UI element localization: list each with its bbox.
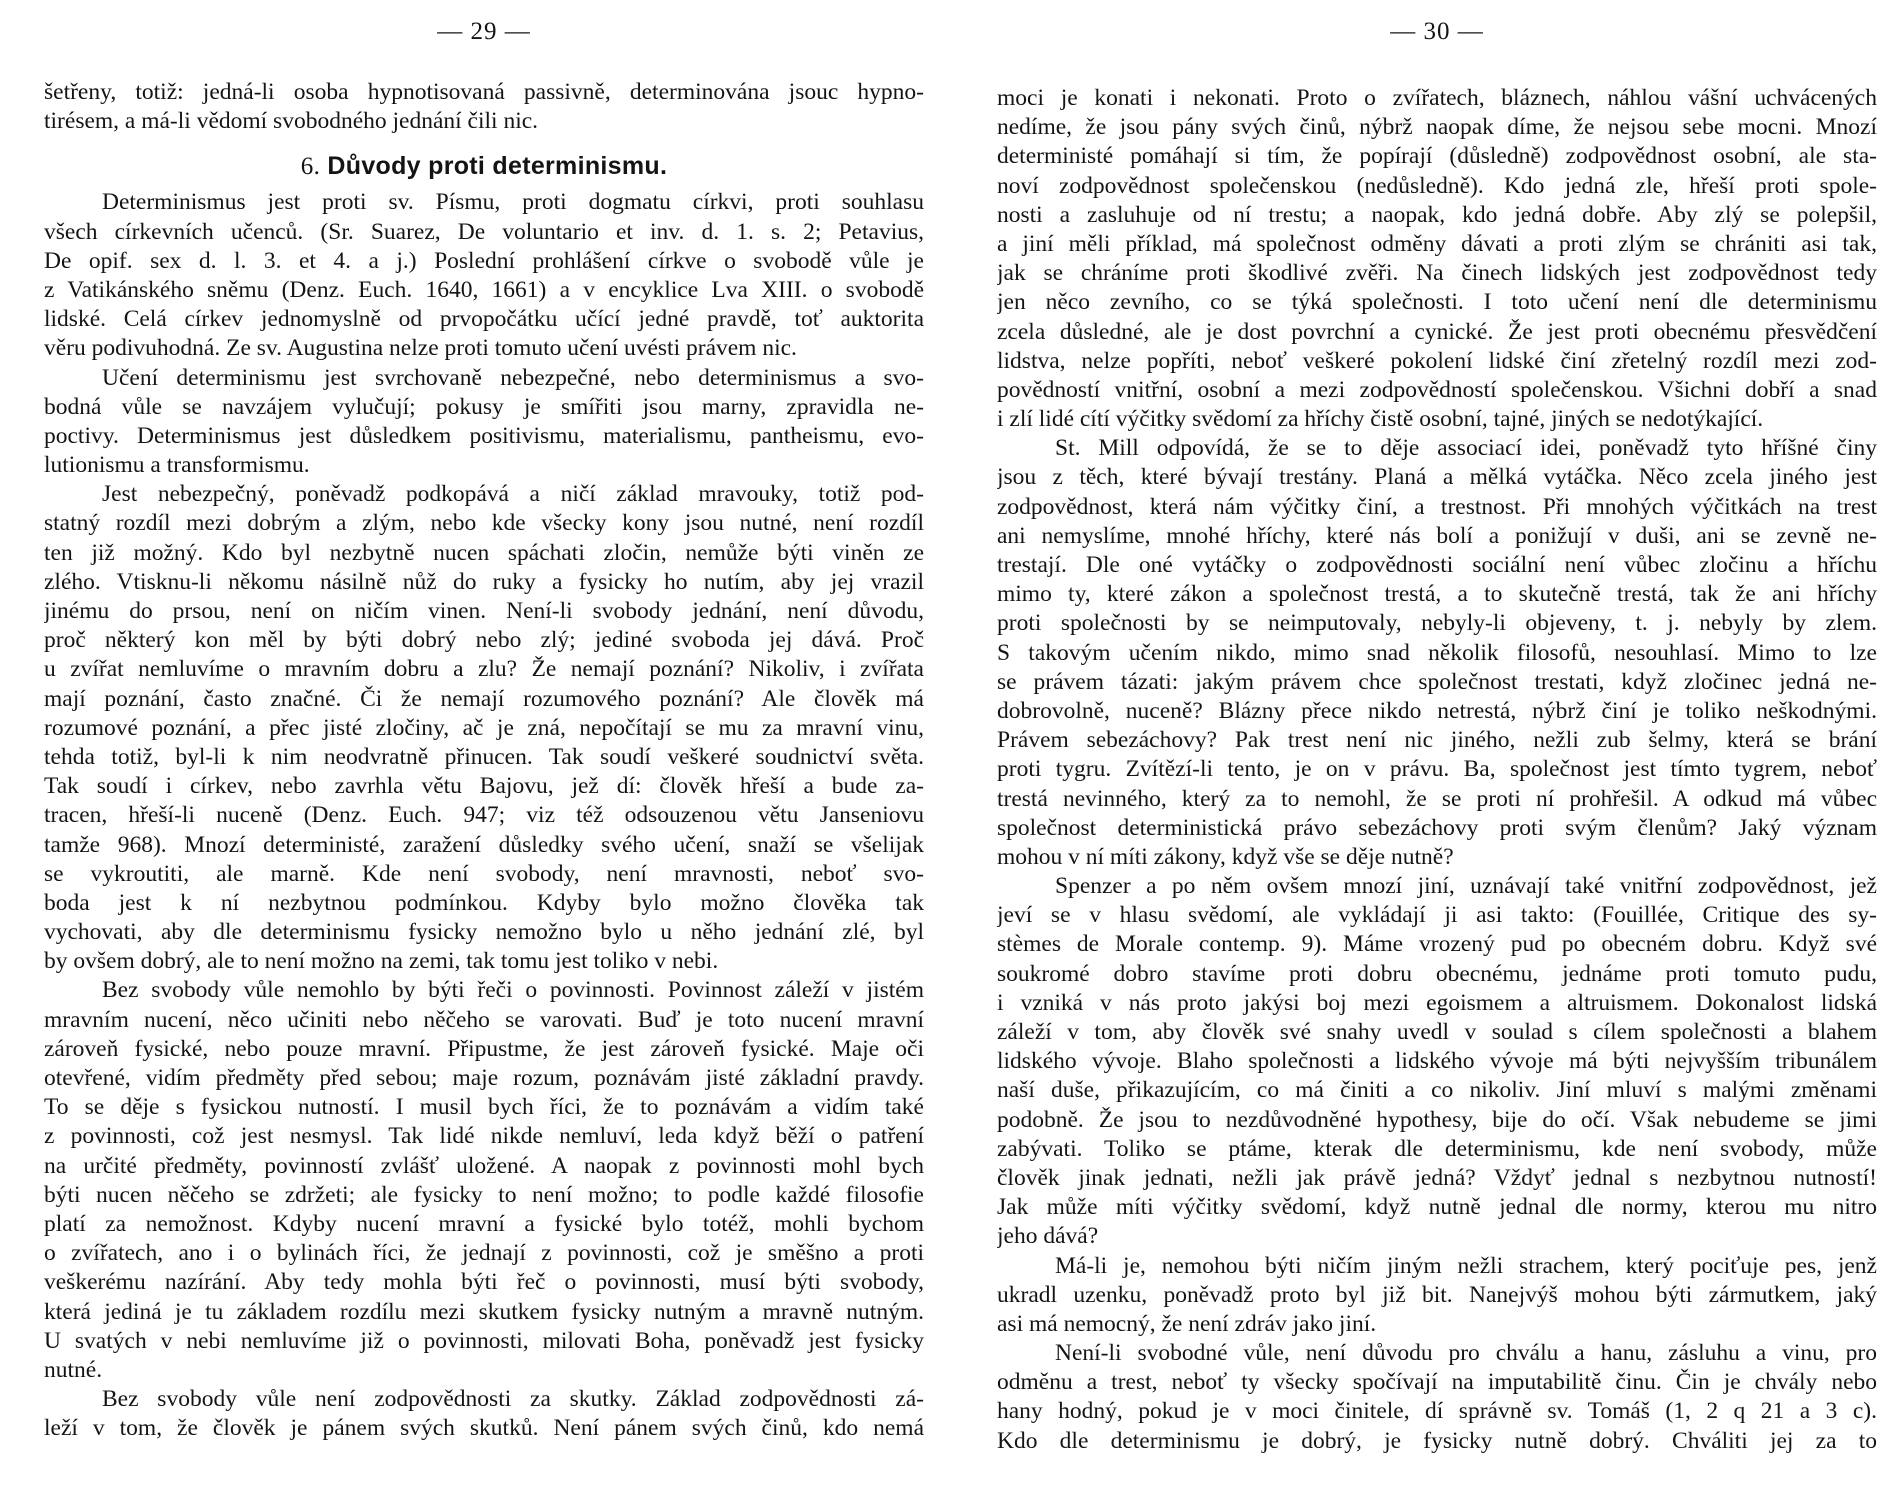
text-line: Spenzer a po něm ovšem mnozí jiní, uznávají také vnitřní zodpovědnost, jež xyxy=(1055,873,1877,900)
text-line: všech církevních učenců. (Sr. Suarez, De voluntario et inv. d. 1. s. 2; Petavius, xyxy=(44,218,924,245)
text-line: zodpovědnost, která nám výčitky činí, a trestnost. Při mnohých výčitkách na trest xyxy=(997,493,1877,520)
text-line: z povinnosti, což jest nesmysl. Tak lidé nikde nemluví, leda když běží o patření xyxy=(44,1123,924,1150)
text-line: ani nemyslíme, mnohé hříchy, které nás bolí a ponižují v duši, ani se zevně ne- xyxy=(997,522,1877,549)
text-line: i vzniká v nás proto jakýsi boj mezi egoismem a altruismem. Dokonalost lidská xyxy=(997,989,1877,1016)
text-line: Není-li svobodné vůle, není důvodu pro chválu a hanu, zásluhu a vinu, pro xyxy=(1055,1340,1877,1367)
text-line: Má-li je, nemohou býti ničím jiným nežli strachem, který pociťuje pes, jenž xyxy=(1055,1252,1877,1279)
text-line: rozumové poznání, a přec jisté zločiny, ač je zná, nepočítají se mu za mravní vinu, xyxy=(44,714,924,741)
text-line: nosti a zasluhuje od ní trestu; a naopak, kdo jedná dobře. Aby zlý se polepšil, xyxy=(997,201,1877,228)
text-line: na určité předměty, povinností zvlášť uložené. A naopak z povinnosti mohl bych xyxy=(44,1152,924,1179)
text-line: která jediná je tu základem rozdílu mezi skutkem fysicky nutným a mravně nutným. xyxy=(44,1298,924,1325)
text-line: stèmes de Morale contemp. 9). Máme vrozený pud po obecném dobru. Když své xyxy=(997,931,1877,958)
text-line: člověk jinak jednati, nežli jak právě jedná? Vždyť jednal s nezbytnou nutností! xyxy=(997,1164,1877,1191)
text-line: společnost deterministická právo sebezáchovy proti svým členům? Jaký význam xyxy=(997,814,1877,841)
text-line: naší duše, přikazujícím, co má činiti a co nikoliv. Jiní mluví s malými změnami xyxy=(997,1077,1877,1104)
text-line: moci je konati i nekonati. Proto o zvířatech, bláznech, náhlou vášní uchvácených xyxy=(997,85,1877,111)
text-line: Tak soudí i církev, nebo zavrhla větu Bajovu, jež dí: člověk hřeší a bude za- xyxy=(44,773,924,800)
text-line: mravním nucení, něco učiniti nebo něčeho se varovati. Buď je toto nucení mravní xyxy=(44,1006,924,1033)
body-text xyxy=(44,188,924,1443)
text-line: dobrovolně, nuceně? Blázny přece nikdo netrestá, nýbrž činí je toliko neškodnými. xyxy=(997,697,1877,724)
section-number: 6. xyxy=(300,153,321,181)
text-line: soukromé dobro stavíme proti dobru obecnému, jednáme proti tomuto pudu, xyxy=(997,960,1877,987)
text-line: proč některý kon měl by býti dobrý nebo zlý; jediné svoboda jej dává. Proč xyxy=(44,627,924,654)
text-line: povědností vnitřní, osobní a mezi zodpovědností společenskou. Všichni dobří a snad xyxy=(997,376,1877,403)
text-line: hany hodný, pokud je v moci činitele, dí správně sv. Tomáš (1, 2 q 21 a 3 c). xyxy=(997,1398,1877,1425)
text-line: jeho dává? xyxy=(997,1223,1099,1250)
text-line: vychovati, aby dle determinismu fysicky nemožno bylo u něho jednání zlé, byl xyxy=(44,919,924,946)
text-line: Jak může míti výčitky svědomí, když nutně jednal dle normy, kterou mu nitro xyxy=(997,1194,1877,1221)
text-line: bodná vůle se navzájem vylučují; pokusy je smířiti jsou marny, zpravidla ne- xyxy=(44,393,924,420)
text-line: by ovšem dobrý, ale to není možno na zemi, tak tomu jest toliko v nebi. xyxy=(44,948,719,975)
text-line: ukradl uzenku, poněvadž proto byl již bit. Nanejvýš mohou býti zármutkem, jaký xyxy=(997,1281,1877,1308)
section-title: Důvody proti determinismu. xyxy=(327,152,668,181)
text-line: leží v tom, že člověk je pánem svých skutků. Není pánem svých činů, kdo nemá xyxy=(44,1415,924,1442)
text-line: tehda totiž, byl-li k nim neodvratně přinucen. Tak soudí veškeré soudnictví světa. xyxy=(44,743,924,770)
text-line: z Vatikánského sněmu (Denz. Euch. 1640, 1661) a v encyklice Lva XIII. o svobodě xyxy=(44,276,924,303)
body-text xyxy=(997,84,1877,1456)
text-line: a jiní měli příklad, má společnost odměny dávati a proti zlým se chrániti asi tak, xyxy=(997,230,1877,257)
text-line: Determinismus jest proti sv. Písmu, proti dogmatu církvi, proti souhlasu xyxy=(102,189,924,216)
text-line: věru podivuhodná. Ze sv. Augustina nelze proti tomuto učení uvésti právem nic. xyxy=(44,335,797,362)
page-number: — 30 — xyxy=(1390,18,1484,45)
text-line: se právem tázati: jakým právem chce společnost trestati, když zločinec jedná ne- xyxy=(997,668,1877,695)
text-line: proti společnosti by se neimputovaly, nebyly-li objeveny, t. j. nebyly by zlem. xyxy=(997,610,1877,637)
continued-paragraph xyxy=(44,78,924,136)
text-line: jak se chráníme proti škodlivé zvěři. Na činech lidských jest zodpovědnost tedy xyxy=(997,260,1877,287)
text-line: zabývati. Toliko se ptáme, kterak dle determinismu, kde není svobody, může xyxy=(997,1135,1877,1162)
text-line: Bez svobody vůle nemohlo by býti řeči o povinnosti. Povinnost záleží v jistém xyxy=(102,977,924,1004)
text-line: lutionismu a transformismu. xyxy=(44,452,310,479)
text-line: otevřené, vidím předměty před sebou; maje rozum, poznávám jisté základní pravdy. xyxy=(44,1065,924,1091)
text-line: To se děje s fysickou nutností. I musil bych říci, že to poznávám a vidím také xyxy=(44,1094,924,1121)
text-line: proti tygru. Zvítězí-li tento, je on v právu. Ba, společnost jest tímto tygrem, neboť xyxy=(997,756,1877,783)
text-line: lidstva, nelze popříti, neboť veškeré pokolení lidské činí zřetelný rozdíl mezi zod- xyxy=(997,347,1877,374)
text-line: tamže 968). Mnozí deterministé, zaražení důsledky svého učení, snaží se všelijak xyxy=(44,831,924,858)
text-line: deterministé pomáhají si tím, že popírají (důsledně) zodpovědnost osobní, ale sta- xyxy=(997,143,1877,170)
text-line: Kdo dle determinismu je dobrý, je fysicky nutně dobrý. Chváliti jej za to xyxy=(997,1427,1877,1454)
text-line: býti nucen něčeho se zdržeti; ale fysicky to není možno; to podle každé filosofie xyxy=(44,1181,924,1208)
text-line: statný rozdíl mezi dobrým a zlým, nebo kde všecky kony jsou nutné, není rozdíl xyxy=(44,510,924,537)
text-line: platí za nemožnost. Kdyby nucení mravní a fysické bylo totéž, mohli bychom xyxy=(44,1210,924,1237)
text-line: tirésem, a má-li vědomí svobodného jednání čili nic. xyxy=(44,108,539,135)
text-line: i zlí lidé cítí výčitky svědomí za hříchy čistě osobní, tajné, jiných se nedotýkající. xyxy=(997,406,1764,433)
text-line: mohou v ní míti zákony, když vše se děje nutně? xyxy=(997,843,1454,870)
text-line: boda jest k ní nezbytnou podmínkou. Kdyby bylo možno člověka tak xyxy=(44,889,924,916)
text-line: ten již možný. Kdo byl nezbytně nucen spáchati zločin, nemůže býti viněn ze xyxy=(44,539,924,566)
text-line: o zvířatech, ano i o bylinách říci, že jednají z povinnosti, což je směšno a proti xyxy=(44,1240,924,1267)
page-number: — 29 — xyxy=(437,18,531,45)
text-line: St. Mill odpovídá, že se to děje associací idei, poněvadž tyto hříšné činy xyxy=(1055,435,1877,462)
text-line: Učení determinismu jest svrchovaně nebezpečné, nebo determinismus a svo- xyxy=(102,364,924,391)
text-line: noví zodpovědnost společenskou (nedůsledně). Kdo jedná zle, hřeší proti spole- xyxy=(997,172,1877,199)
text-line: trestají. Dle oné vytáčky o zodpovědnosti sociální není vůbec zločinu a hříchu xyxy=(997,552,1877,578)
text-line: se vykroutiti, ale marně. Kde není svobody, není mravnosti, neboť svo- xyxy=(44,860,924,887)
text-line: De opif. sex d. l. 3. et 4. a j.) Poslední prohlášení církve o svobodě vůle je xyxy=(44,247,924,274)
text-line: veškerému nazírání. Aby tedy mohla býti řeč o povinnosti, musí býti svobody, xyxy=(44,1269,924,1296)
text-line: podobně. Že jsou to nezdůvodněné hypothesy, bije do očí. Však nebudeme se jimi xyxy=(997,1106,1877,1133)
page-body xyxy=(997,84,1877,1456)
text-line: mají poznání, často značné. Či že nemají rozumového poznání? Ale člověk má xyxy=(44,685,924,712)
text-line: odměnu a trest, neboť ty všecky spočívají na imputabilitě činu. Čin je chvály nebo xyxy=(997,1369,1877,1396)
text-line: trestá nevinného, který za to nemohl, že se proti ní prohřešil. A odkud má vůbec xyxy=(997,785,1877,812)
page-30 xyxy=(952,0,1904,1500)
text-line: Bez svobody vůle není zodpovědnosti za skutky. Základ zodpovědnosti zá- xyxy=(102,1386,924,1413)
text-line: tracen, hřeší-li nuceně (Denz. Euch. 947; viz též odsouzenou větu Janseniovu xyxy=(44,802,924,829)
text-line: zároveň fysické, nebo pouze mravní. Připustme, že jest zároveň fysické. Maje oči xyxy=(44,1035,924,1062)
text-line: asi má nemocný, že není zdráv jako jiní. xyxy=(997,1310,1377,1337)
text-line: zcela důsledné, ale je dost povrchní a cynické. Že jest proti obecnému přesvědčení xyxy=(997,318,1877,345)
text-line: šetřeny, totiž: jedná-li osoba hypnotisovaná passivně, determinována jsouc hypno- xyxy=(44,79,924,105)
text-line: nedíme, že jsou pány svých činů, nýbrž naopak díme, že nejsou sebe mocni. Mnozí xyxy=(997,114,1877,141)
text-line: S takovým učením nikdo, mimo snad několik filosofů, nesouhlasí. Mimo to lze xyxy=(997,639,1877,666)
text-line: jsou z těch, které bývají trestány. Planá a mělká vytáčka. Něco zcela jiného jest xyxy=(997,464,1877,491)
page-body xyxy=(44,78,924,1443)
text-line: jeví se v hlasu svědomí, ale vykládají ji asi takto: (Fouillée, Critique des sy- xyxy=(997,902,1877,929)
text-line: lidského vývoje. Blaho společnosti a lidského vývoje má býti nejvyšším tribunálem xyxy=(997,1048,1877,1075)
text-line: u zvířat nemluvíme o mravním dobru a zlu? Že nemají poznání? Nikoliv, i zvířata xyxy=(44,656,924,683)
text-line: poctivy. Determinismus jest důsledkem positivismu, materialismu, pantheismu, evo- xyxy=(44,422,924,449)
text-line: Právem sebezáchovy? Pak trest není nic jiného, nežli zub šelmy, která se brání xyxy=(997,727,1877,754)
text-line: nutné. xyxy=(44,1356,103,1383)
text-line: jen něco zevního, co se týká společnosti. I toto učení není dle determinismu xyxy=(997,289,1877,316)
text-line: zlého. Vtisknu-li někomu násilně nůž do ruky a fysicky ho nutím, aby jej vrazil xyxy=(44,568,924,595)
text-line: mimo ty, které zákon a společnost trestá, a to skutečně trestá, tak že ani hříchy xyxy=(997,581,1877,608)
text-line: lidské. Celá církev jednomyslně od prvopočátku učící jedné pravdě, toť auktorita xyxy=(44,306,924,333)
text-line: U svatých v nebi nemluvíme již o povinnosti, milovati Boha, poněvadž jest fysicky xyxy=(44,1327,924,1354)
text-line: záleží v tom, aby člověk své snahy uvedl v soulad s cílem společnosti a blahem xyxy=(997,1019,1877,1045)
text-line: Jest nebezpečný, poněvadž podkopává a ničí základ mravouky, totiž pod- xyxy=(102,481,924,508)
text-line: jinému do prsou, není on ničím vinen. Není-li svobody jednání, není důvodu, xyxy=(44,598,924,624)
section-heading xyxy=(44,136,924,188)
